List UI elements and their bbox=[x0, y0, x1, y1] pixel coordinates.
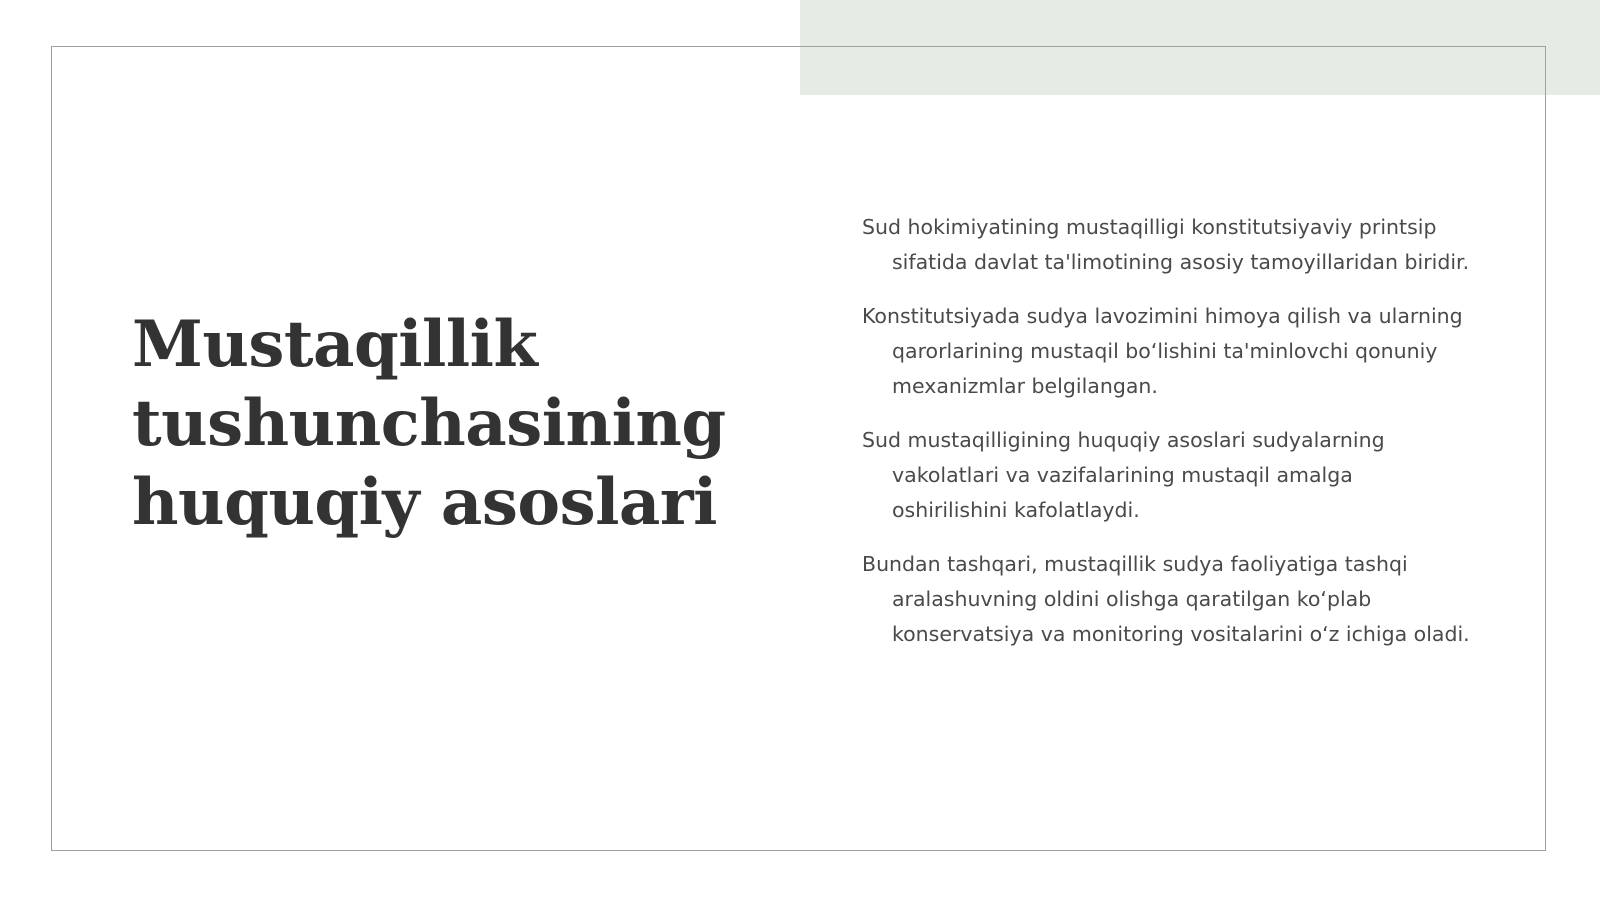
body-paragraph: Konstitutsiyada sudya lavozimini himoya qilish va ularning qarorlarining mustaqil bo‘lishini ta'minlovchi qonuniy mexanizmlar belgilangan. bbox=[862, 304, 1463, 398]
body-paragraph: Sud mustaqilligining huquqiy asoslari sudyalarning vakolatlari va vazifalarining mustaqil amalga oshirilishini kafolatlaydi. bbox=[862, 428, 1385, 522]
body-paragraph: Sud hokimiyatining mustaqilligi konstitutsiyaviy printsip sifatida davlat ta'limotining asosiy tamoyillaridan biridir. bbox=[862, 215, 1470, 274]
slide-body bbox=[862, 210, 1472, 671]
body-paragraph: Bundan tashqari, mustaqillik sudya faoliyatiga tashqi aralashuvning oldini olishga qaratilgan ko‘plab konservatsiya va monitoring vositalarini o‘z ichiga oladi. bbox=[862, 552, 1470, 646]
slide-title: Mustaqillik tushunchasining huquqiy asoslari bbox=[132, 307, 726, 540]
